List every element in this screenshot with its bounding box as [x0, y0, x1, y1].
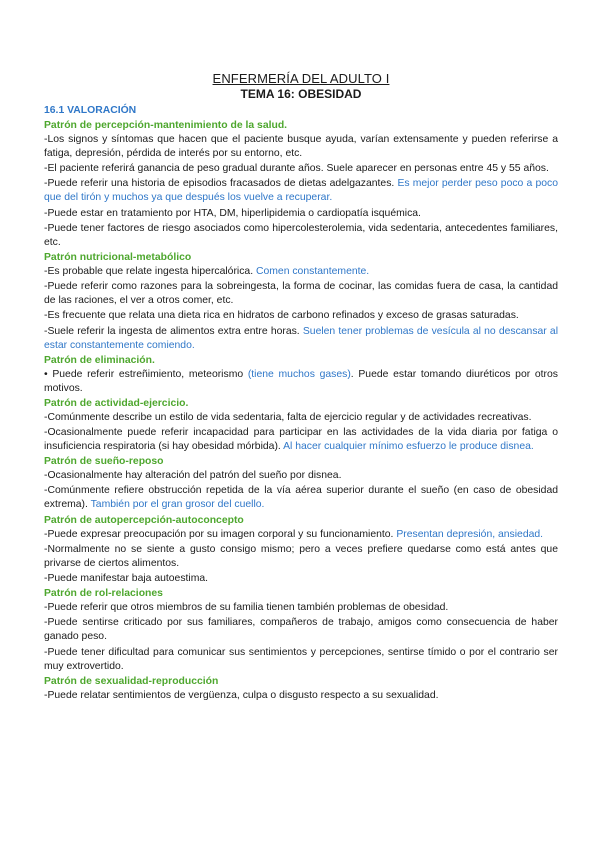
- paragraph: [44, 368, 558, 396]
- annotation-note: Al hacer cualquier mínimo esfuerzo le produce disnea.: [283, 441, 534, 453]
- pattern-block: [44, 455, 558, 512]
- patterns-container: [44, 119, 558, 703]
- paragraph-text: -Puede relatar sentimientos de vergüenza, culpa o disgusto respecto a su sexualidad.: [44, 689, 439, 701]
- annotation-note: (tiene muchos gases): [247, 368, 351, 380]
- paragraph: [44, 601, 558, 615]
- annotation-note: Comen constantemente.: [255, 265, 370, 277]
- pattern-title: Patrón de rol-relaciones: [44, 588, 163, 600]
- paragraph: [44, 162, 558, 176]
- paragraph: [44, 689, 558, 703]
- paragraph: [44, 484, 558, 512]
- paragraph-text: -Puede tener factores de riesgo asociados como hipercolesterolemia, vida sedentaria, antecedentes familiares, etc.: [44, 222, 558, 248]
- paragraph: [44, 309, 558, 323]
- paragraph-text: -Puede manifestar baja autoestima.: [44, 573, 209, 584]
- paragraph-text: -Normalmente no se siente a gusto consigo mismo; pero a veces prefiere quedarse como está antes que privarse de ciertos alimentos.: [44, 543, 558, 569]
- paragraph-text-tail: . Puede estar tomando diuréticos por otros motivos.: [44, 368, 558, 394]
- paragraph: [44, 543, 558, 571]
- paragraph: [44, 207, 558, 221]
- annotation-note: También por el gran grosor del cuello.: [90, 499, 265, 511]
- pattern-title: Patrón nutricional-metabólico: [44, 251, 192, 263]
- paragraph-text: -El paciente referirá ganancia de peso gradual durante años. Suele aparecer en personas entre 45 y 55 años.: [44, 163, 549, 175]
- paragraph-text: -Comúnmente describe un estilo de vida sedentaria, falta de ejercicio regular y de actividades recreativas.: [44, 411, 532, 423]
- annotation-note: Suelen tener problemas de vesícula al no descansar al estar constantemente comiendo.: [44, 325, 558, 351]
- paragraph-text: -Ocasionalmente hay alteración del patrón del sueño por disnea.: [44, 470, 342, 482]
- paragraph-text: -Es frecuente que relata una dieta rica en hidratos de carbono refinados y exceso de grasas saturadas.: [44, 310, 519, 322]
- paragraph-text: -Los signos y síntomas que hacen que el paciente busque ayuda, varían extensamente y pueden referirse a fatiga, depresión, pérdida de interés por su entorno, etc.: [44, 134, 558, 159]
- pattern-block: [44, 354, 558, 396]
- paragraph: [44, 411, 558, 425]
- paragraph-text: -Ocasionalmente puede referir incapacidad para participar en las actividades de la vida diaria por fatiga o insuficiencia respiratoria (si hay obesidad mórbida).: [44, 427, 558, 453]
- paragraph-text: -Es probable que relate ingesta hipercalórica.: [44, 265, 256, 277]
- paragraph: [44, 133, 558, 161]
- pattern-block: [44, 119, 558, 250]
- annotation-note: Presentan depresión, ansiedad.: [396, 528, 544, 540]
- paragraph: [44, 280, 558, 308]
- section-heading: 16.1 VALORACIÓN: [44, 105, 137, 116]
- paragraph-text: -Puede estar en tratamiento por HTA, DM, hiperlipidemia o cardiopatía isquémica.: [44, 207, 421, 219]
- paragraph-text: • Puede referir estreñimiento, meteorismo: [44, 368, 248, 380]
- pattern-block: [44, 397, 558, 454]
- paragraph-text: -Puede expresar preocupación por su imagen corporal y su funcionamiento.: [44, 528, 397, 540]
- paragraph-text: -Puede tener dificultad para comunicar sus sentimientos y percepciones, sentirse tímido o por el contrario ser muy extrovertido.: [44, 646, 558, 672]
- paragraph-text: -Puede referir como razones para la sobreingesta, la forma de cocinar, las comidas fuera de casa, la cantidad de las raciones, el ver a otros comer, etc.: [44, 281, 558, 307]
- pattern-title: Patrón de autopercepción-autoconcepto: [44, 514, 244, 526]
- pattern-title: Patrón de sexualidad-reproducción: [44, 675, 219, 687]
- annotation-note: Es mejor perder peso poco a poco que del tirón y muchos ya que después los vuelve a recuperar.: [44, 178, 558, 204]
- pattern-title: Patrón de sueño-reposo: [44, 456, 164, 468]
- pattern-block: [44, 514, 558, 586]
- paragraph: [44, 528, 558, 542]
- course-title: ENFERMERÍA DEL ADULTO I: [212, 71, 390, 86]
- pattern-title: Patrón de percepción-mantenimiento de la salud.: [44, 120, 288, 131]
- pattern-title: Patrón de actividad-ejercicio.: [44, 397, 189, 409]
- pattern-block: [44, 587, 558, 673]
- paragraph: [44, 426, 558, 454]
- paragraph-text: -Puede sentirse criticado por sus familiares, compañeros de trabajo, amigos como consecuencia de haber ganado peso.: [44, 617, 558, 643]
- paragraph: [44, 325, 558, 353]
- pattern-title: Patrón de eliminación.: [44, 354, 155, 366]
- paragraph: [44, 222, 558, 250]
- paragraph-text: -Suele referir la ingesta de alimentos extra entre horas.: [44, 325, 303, 337]
- paragraph-text: -Puede referir que otros miembros de su familia tienen también problemas de obesidad.: [44, 602, 449, 614]
- paragraph-text: -Puede referir una historia de episodios fracasados de dietas adelgazantes.: [44, 178, 398, 190]
- paragraph: [44, 469, 558, 483]
- paragraph: [44, 646, 558, 674]
- paragraph: [44, 265, 558, 279]
- paragraph: [44, 572, 558, 586]
- topic-title: TEMA 16: OBESIDAD: [240, 87, 362, 101]
- pattern-block: [44, 251, 558, 353]
- paragraph-text: -Comúnmente refiere obstrucción repetida de la vía aérea superior durante el sueño (en caso de obesidad extrema).: [44, 485, 558, 511]
- paragraph: [44, 177, 558, 205]
- pattern-block: [44, 675, 558, 703]
- paragraph: [44, 616, 558, 644]
